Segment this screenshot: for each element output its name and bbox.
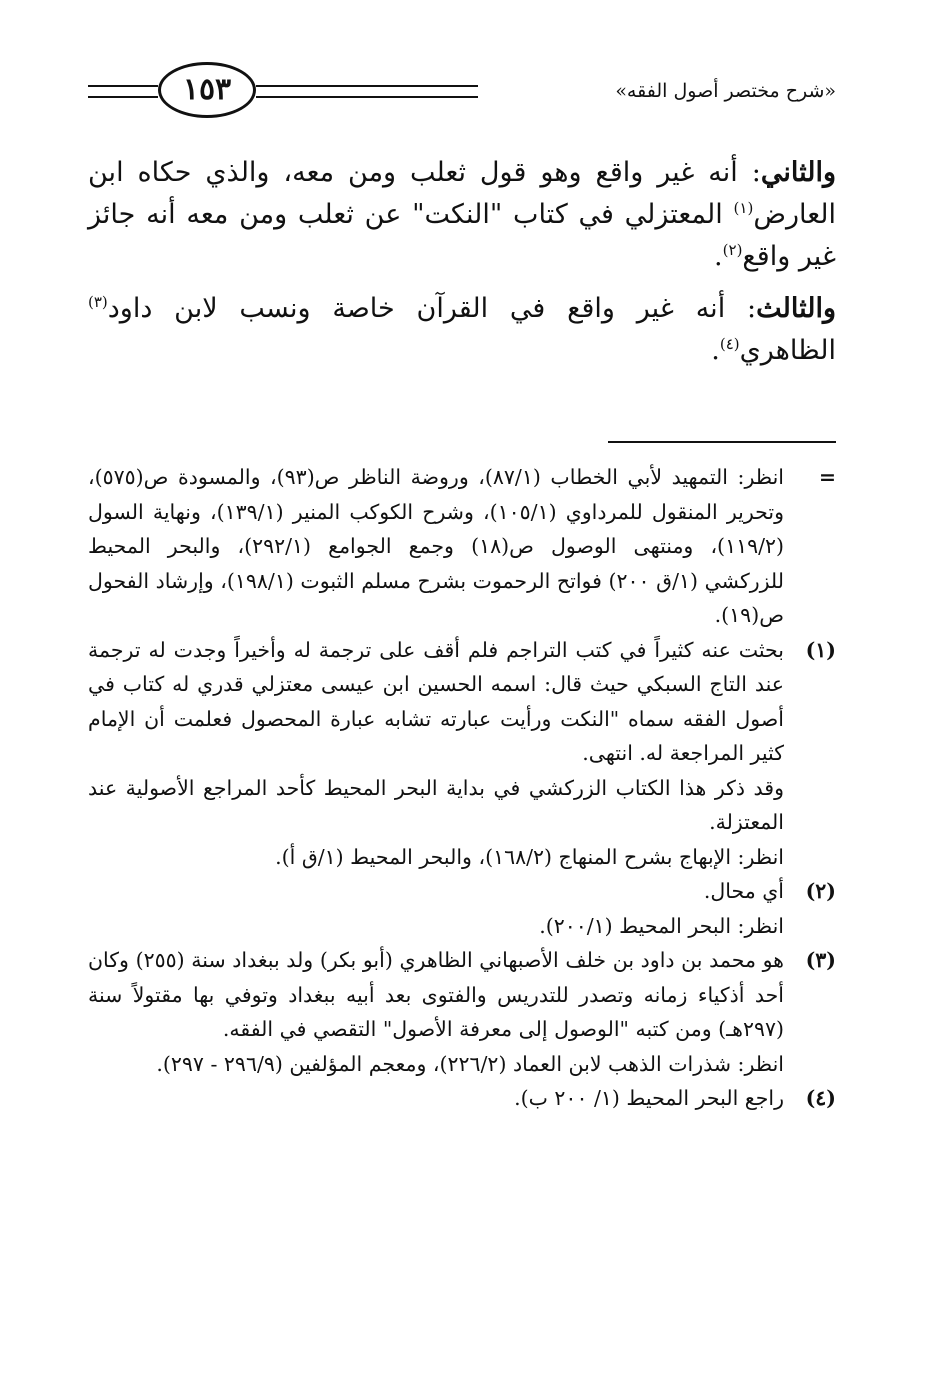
footnote-marker: (١) bbox=[805, 637, 836, 662]
footnote-text: هو محمد بن داود بن خلف الأصبهاني الظاهري (أبو بكر) ولد ببغداد سنة (٢٥٥) وكان أحد أذكياء زمانه وتصدر للتدريس والفتوى بعد أبيه ببغداد وتوفي بها مقتولاً سنة (٢٩٧هـ) ومن كتبه "الوصول إلى معرفة الأصول" التقصي في الفقه. bbox=[88, 948, 784, 1041]
paragraph-lead: والثالث bbox=[756, 293, 836, 324]
header-rule-middle bbox=[256, 85, 478, 98]
footnote-text: أي محال. bbox=[703, 879, 784, 903]
footnote-1 bbox=[88, 633, 836, 875]
paragraph-end: . bbox=[714, 241, 723, 272]
footnote-3 bbox=[88, 943, 836, 1081]
paragraph-end: . bbox=[711, 335, 720, 366]
footnote-text: راجع البحر المحيط (١/ ٢٠٠ ب). bbox=[514, 1086, 784, 1110]
paragraph-second-opinion bbox=[88, 152, 836, 278]
paragraph-text: : أنه غير واقع وهو قول ثعلب ومن معه، والذي حكاه ابن العارض bbox=[88, 157, 836, 230]
main-text bbox=[88, 152, 836, 382]
page-number: ١٥٣ bbox=[158, 62, 256, 118]
paragraph-third-opinion bbox=[88, 288, 836, 372]
paragraph-text: : أنه غير واقع في القرآن خاصة ونسب لابن داود bbox=[107, 293, 757, 324]
footnote-separator bbox=[608, 441, 836, 443]
page-header bbox=[88, 62, 836, 122]
paragraph-text: الظاهري bbox=[739, 335, 836, 366]
footnote-marker: (٤) bbox=[805, 1086, 836, 1110]
footnote-text: انظر: التمهيد لأبي الخطاب (٨٧/١)، وروضة الناظر ص(٩٣)، والمسودة ص(٥٧٥)، وتحرير المنقول للمرداوي (١٠٥/١)، وشرح الكوكب المنير (١٣٩/١)، ونهاية السول (١١٩/٢)، ومنتهى الوصول ص(١٨) وجمع الجوامع (٢٩٢/١)، والبحر المحيط للزركشي (١/ق ٢٠٠) فواتح الرحموت بشرح مسلم الثبوت (١٩٨/١)، وإرشاد الفحول ص(١٩). bbox=[88, 465, 785, 627]
footnote-text: انظر: البحر المحيط (٢٠٠/١). bbox=[539, 913, 784, 938]
footnote-continued bbox=[88, 460, 836, 633]
footnote-text: وقد ذكر هذا الكتاب الزركشي في بداية البحر المحيط كأحد المراجع الأصولية عند المعتزلة. bbox=[88, 775, 784, 834]
footnote-ref: (٤) bbox=[719, 335, 740, 353]
footnote-text: انظر: الإبهاج بشرح المنهاج (١٦٨/٢)، والبحر المحيط (١/ق أ). bbox=[275, 844, 784, 869]
paragraph-text: المعتزلي في كتاب "النكت" عن ثعلب ومن معه أنه جائز غير واقع bbox=[88, 199, 836, 272]
footnote-ref: (١) bbox=[733, 199, 754, 217]
footnote-text: بحثت عنه كثيراً في كتب التراجم فلم أقف على ترجمة له وأخيراً وجدت له ترجمة عند التاج السبكي حيث قال: اسمه الحسين ابن عيسى معتزلي قدري له كتاب في أصول الفقه سماه "النكت ورأيت عبارته تشابه عبارة المحصول فعلمت أن الإمام كثير المراجعة له. انتهى. bbox=[88, 637, 784, 765]
header-rule-left bbox=[88, 85, 158, 98]
footnote-4 bbox=[88, 1081, 836, 1116]
footnotes bbox=[88, 460, 836, 1116]
footnote-marker: (٢) bbox=[805, 879, 836, 903]
paragraph-lead: والثاني bbox=[760, 157, 836, 188]
running-title: «شرح مختصر أصول الفقه» bbox=[615, 80, 836, 102]
footnote-text: انظر: شذرات الذهب لابن العماد (٢٢٦/٢)، ومعجم المؤلفين (٢٩٦/٩ - ٢٩٧). bbox=[156, 1051, 784, 1076]
footnote-2 bbox=[88, 874, 836, 943]
footnote-ref: (٣) bbox=[88, 293, 108, 311]
footnote-ref: (٢) bbox=[722, 241, 743, 259]
footnote-marker: = bbox=[818, 465, 836, 489]
footnote-marker: (٣) bbox=[805, 948, 836, 972]
